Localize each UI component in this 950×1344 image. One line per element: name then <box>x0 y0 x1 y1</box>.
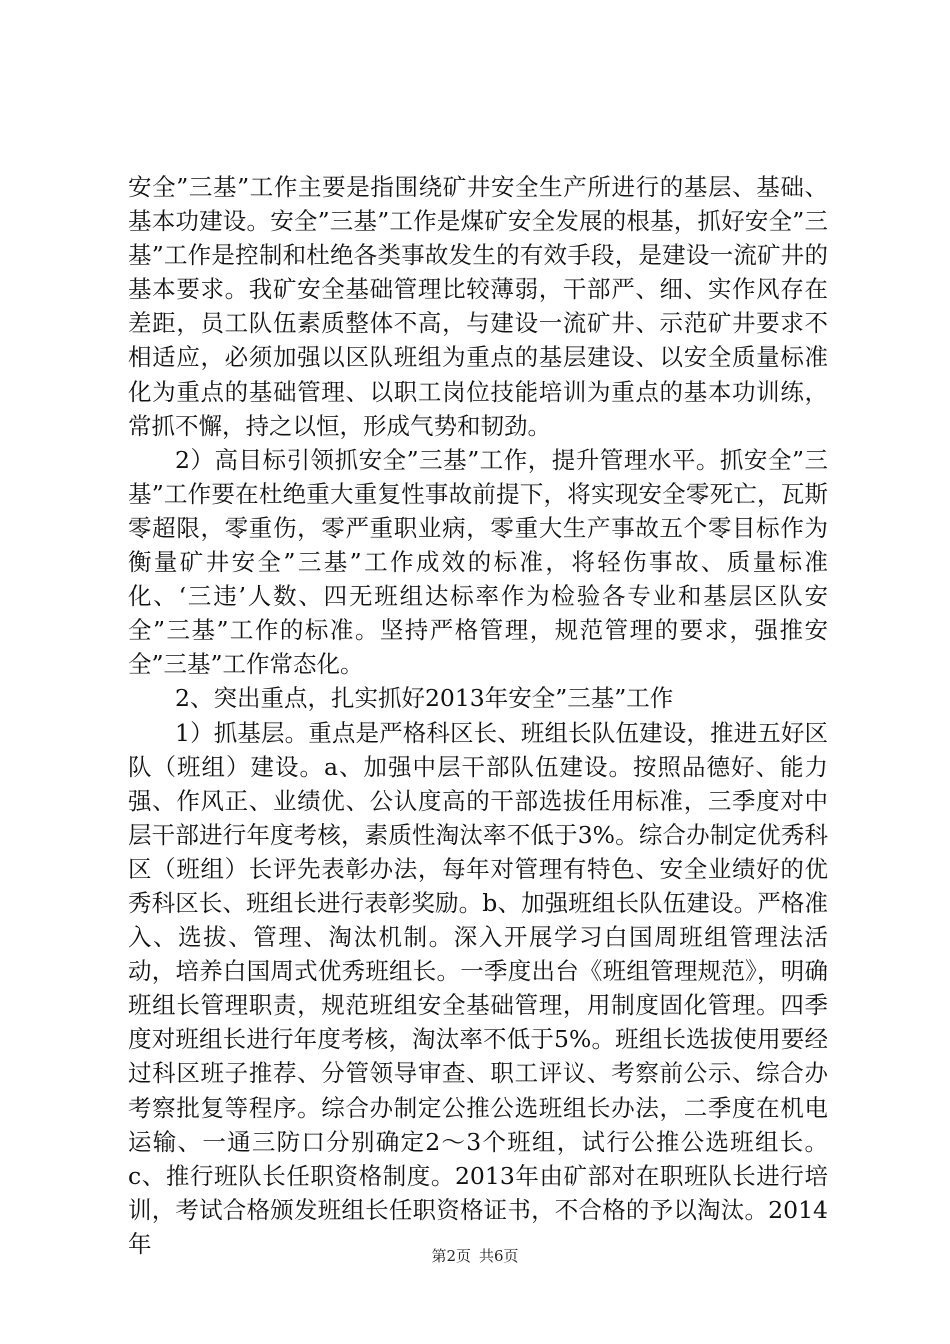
page-number: 第2页 <box>431 1247 471 1265</box>
paragraph-intro: 安全”三基”工作主要是指围绕矿井安全生产所进行的基层、基础、基本功建设。安全”三基”工作是煤矿安全发展的根基，抓好安全”三基”工作是控制和杜绝各类事故发生的有效手段，是建设一流矿井的基本要求。我矿安全基础管理比较薄弱，干部严、细、实作风存在差距，员工队伍素质整体不高，与建设一流矿井、示范矿井要求不相适应，必须加强以区队班组为重点的基层建设、以安全质量标准化为重点的基础管理、以职工岗位技能培训为重点的基本功训练，常抓不懈，持之以恒，形成气势和韧劲。 <box>128 173 828 440</box>
page-total: 共6页 <box>479 1247 519 1265</box>
paragraph-grassroots: 1）抓基层。重点是严格科区长、班组长队伍建设，推进五好区队（班组）建设。a、加强中层干部队伍建设。按照品德好、能力强、作风正、业绩优、公认度高的干部选拔任用标准，三季度对中层干部进行年度考核，素质性淘汰率不低于3%。综合办制定优秀科区（班组）长评先表彰办法，每年对管理有特色、安全业绩好的优秀科区长、班组长进行表彰奖励。b、加强班组长队伍建设。严格准入、选拔、管理、淘汰机制。深入开展学习白国周班组管理法活动，培养白国周式优秀班组长。一季度出台《班组管理规范》，明确班组长管理职责，规范班组安全基础管理，用制度固化管理。四季度对班组长进行年度考核，淘汰率不低于5%。班组长选拔使用要经过科区班子推荐、分管领导审查、职工评议、考察前公示、综合办考察批复等程序。综合办制定公推公选班组长办法，二季度在机电运输、一通三防口分别确定2～3个班组，试行公推公选班组长。c、推行班队长任职资格制度。2013年由矿部对在职班队长进行培训，考试合格颁发班组长任职资格证书，不合格的予以淘汰。2014年 <box>128 718 828 1258</box>
page-footer <box>0 1246 950 1266</box>
document-body <box>128 170 828 1261</box>
section-heading: 2、突出重点，扎实抓好2013年安全”三基”工作 <box>175 684 674 713</box>
paragraph-target-guidance: 2）高目标引领抓安全”三基”工作，提升管理水平。抓安全”三基”工作要在杜绝重大重复性事故前提下，将实现安全零死亡，瓦斯零超限，零重伤，零严重职业病，零重大生产事故五个零目标作为衡量矿井安全”三基”工作成效的标准，将轻伤事故、质量标准化、‘三违’人数、四无班组达标率作为检验各专业和基层区队安全”三基”工作的标准。坚持严格管理，规范管理的要求，强推安全”三基”工作常态化。 <box>128 445 828 679</box>
